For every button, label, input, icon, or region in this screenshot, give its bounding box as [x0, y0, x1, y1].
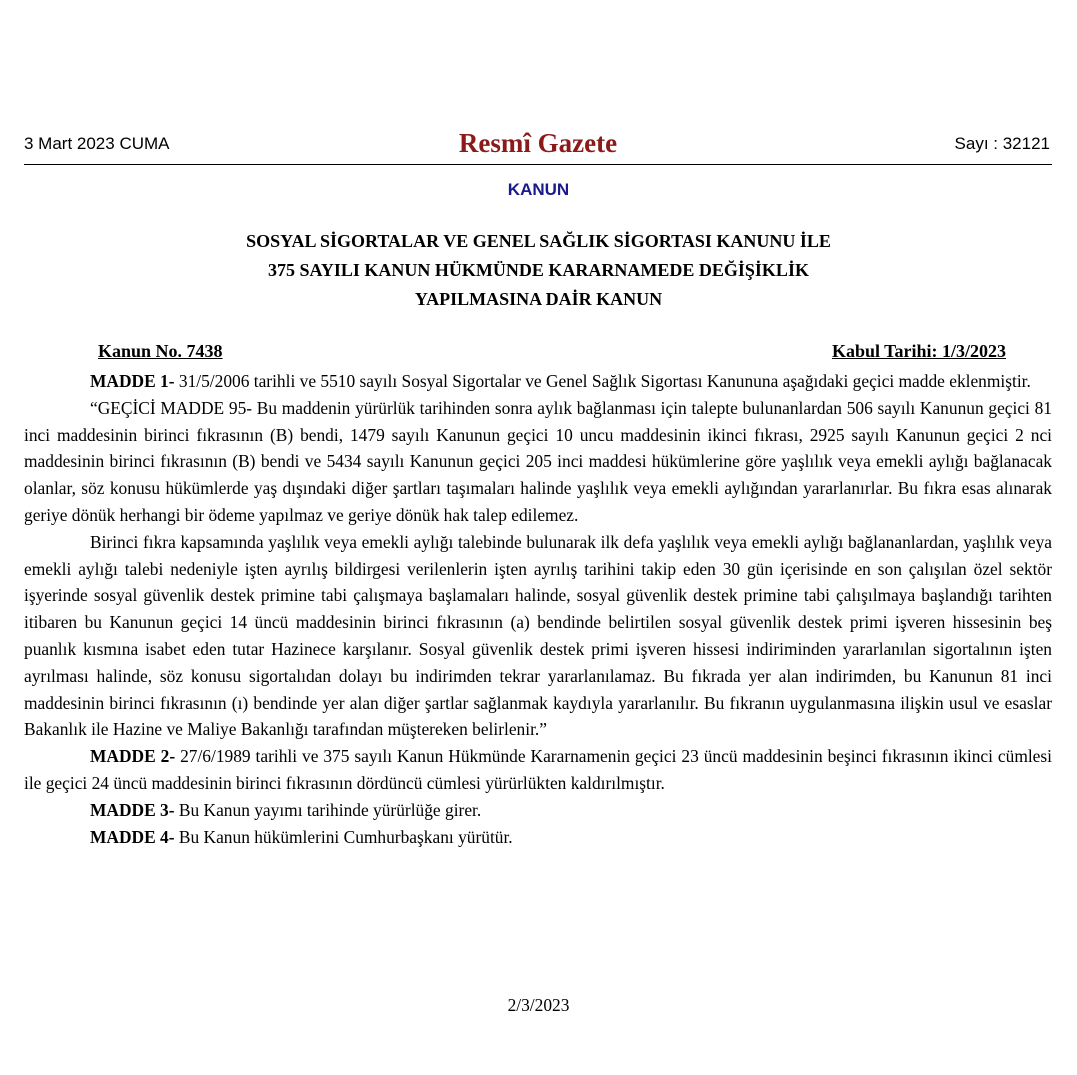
law-number: Kanun No. 7438 — [98, 341, 223, 361]
publication-title: Resmî Gazete — [458, 128, 618, 158]
law-body — [24, 368, 1052, 850]
law-title-line: 375 SAYILI KANUN HÜKMÜNDE KARARNAMEDE DEĞİŞİKLİK — [268, 260, 809, 280]
issue-number: Sayı : 32121 — [954, 134, 1050, 153]
article-paragraph — [24, 743, 1052, 797]
law-title-line: SOSYAL SİGORTALAR VE GENEL SAĞLIK SİGORTASI KANUNU İLE — [246, 231, 831, 251]
article-paragraph: Birinci fıkra kapsamında yaşlılık veya emekli aylığı talebinde bulunarak ilk defa yaşlılık veya emekli aylığı bağlananlardan, yaşlılık veya emekli aylığı talebi nedeniyle işten ayrılış bildirgesi verilenlerin işten ayrılış tarihini takip eden 30 gün içerisinde en son çalışılan özel sektör işyerinde sosyal güvenlik destek primine tabi çalışmaya başlamaları halinde, sosyal güvenlik destek primine tabi çalışılmaya başlandığı tarihten itibaren bu Kanunun geçici 14 üncü maddesinin birinci fıkrasının (a) bendinde belirtilen sosyal güvenlik destek primi işveren hissesinin beş puanlık kısmına isabet eden tutar Hazinece karşılanır. Sosyal güvenlik destek primi işveren hissesi indiriminden yararlanılan sigortalının işten ayrılması halinde, söz konusu sigortalıdan dolayı bu indirimden tekrar yararlanılamaz. Bu fıkrada yer alan indirimden, bu Kanunun 81 inci maddesinin birinci fıkrasının (ı) bendinde yer alan diğer şartlar sağlanmak kaydıyla yararlanılır. Bu fıkranın uygulanmasına ilişkin usul ve esaslar Bakanlık ile Hazine ve Maliye Bakanlığı tarafından müştereken belirlenir.” — [24, 531, 1052, 740]
section-heading: KANUN — [507, 180, 570, 199]
article-paragraph — [24, 797, 1052, 824]
law-title-line: YAPILMASINA DAİR KANUN — [414, 289, 663, 309]
law-title — [0, 227, 1077, 314]
article-label: MADDE 1- — [90, 371, 175, 391]
article-paragraph — [24, 368, 1052, 395]
article-label: MADDE 2- — [90, 746, 176, 767]
acceptance-date: Kabul Tarihi: 1/3/2023 — [831, 341, 1006, 361]
issue-date: 3 Mart 2023 CUMA — [24, 134, 170, 153]
law-meta — [98, 341, 1006, 365]
article-text: Bu Kanun hükümlerini Cumhurbaşkanı yürütür. — [174, 826, 513, 847]
article-paragraph — [24, 824, 1052, 851]
article-text: 27/6/1989 tarihli ve 375 sayılı Kanun Hükmünde Kararnamenin geçici 23 üncü maddesinin beşinci fıkrasının ikinci cümlesi ile geçici 24 üncü maddesinin birinci fıkrasının dördüncü cümlesi yürürlükten kaldırılmıştır. — [24, 746, 1052, 793]
article-text: 31/5/2006 tarihli ve 5510 sayılı Sosyal Sigortalar ve Genel Sağlık Sigortası Kanununa aşağıdaki geçici madde eklenmiştir. — [174, 371, 1031, 391]
article-label: MADDE 3- — [90, 799, 175, 820]
signature-date: 2/3/2023 — [507, 995, 570, 1015]
article-text: Bu Kanun yayımı tarihinde yürürlüğe girer. — [174, 799, 482, 820]
article-label: MADDE 4- — [90, 826, 175, 847]
article-paragraph: “GEÇİCİ MADDE 95- Bu maddenin yürürlük tarihinden sonra aylık bağlanması için talepte bulunanlardan 506 sayılı Kanunun geçici 81 inci maddesinin birinci fıkrasının (B) bendi, 1479 sayılı Kanunun geçici 10 uncu maddesinin ikinci fıkrası, 2925 sayılı Kanunun geçici 2 nci maddesinin birinci fıkrasının (B) bendi ve 5434 sayılı Kanunun geçici 205 inci maddesi hükümlerine göre yaşlılık veya emekli aylığı bağlanacak olanlar, söz konusu hükümlerde yaş dışındaki diğer şartları taşımaları halinde yaşlılık veya emekli aylığından yararlanırlar. Bu fıkra esas alınarak geriye dönük herhangi bir ödeme yapılmaz ve geriye dönük hak talep edilemez. — [24, 397, 1052, 525]
gazette-header — [24, 128, 1052, 165]
